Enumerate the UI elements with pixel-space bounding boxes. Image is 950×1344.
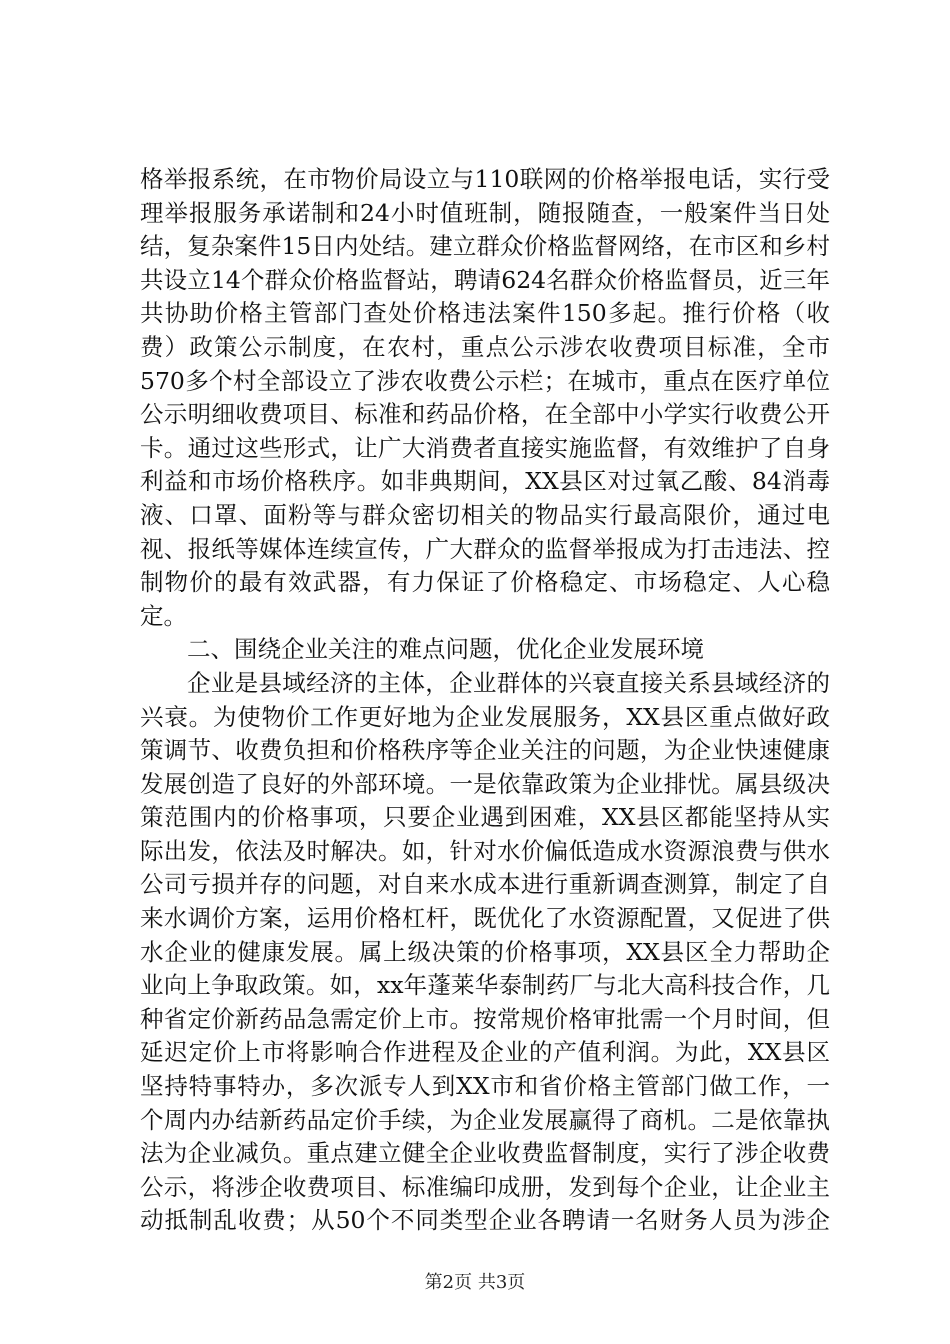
paragraph-enterprise-environment: 企业是县域经济的主体，企业群体的兴衰直接关系县域经济的兴衰。为使物价工作更好地为企业发展服务，XX县区重点做好政策调节、收费负担和价格秩序等企业关注的问题，为企业快速健康发展创造了良好的外部环境。一是依靠政策为企业排忧。属县级决策范围内的价格事项，只要企业遇到困难，XX县区都能坚持从实际出发，依法及时解决。如，针对水价偏低造成水资源浪费与供水公司亏损并存的问题，对自来水成本进行重新调查测算，制定了自来水调价方案，运用价格杠杆，既优化了水资源配置，又促进了供水企业的健康发展。属上级决策的价格事项，XX县区全力帮助企业向上争取政策。如，xx年蓬莱华泰制药厂与北大高科技合作，几种省定价新药品急需定价上市。按常规价格审批需一个月时间，但延迟定价上市将影响合作进程及企业的产值利润。为此，XX县区坚持特事特办，多次派专人到XX市和省价格主管部门做工作，一个周内办结新药品定价手续，为企业发展赢得了商机。二是依靠执法为企业减负。重点建立健全企业收费监督制度，实行了涉企收费公示，将涉企收费项目、标准编印成册，发到每个企业，让企业主动抵制乱收费；从50个不同类型企业各聘请一名财务人员为涉企: [140, 668, 830, 1235]
document-body: [140, 163, 830, 1238]
section-heading-enterprise: 二、围绕企业关注的难点问题，优化企业发展环境: [187, 635, 704, 664]
page-number-footer: 第2页 共3页: [424, 1272, 526, 1293]
paragraph-price-reporting: 格举报系统，在市物价局设立与110联网的价格举报电话，实行受理举报服务承诺制和24小时值班制，随报随查，一般案件当日处结，复杂案件15日内处结。建立群众价格监督网络，在市区和乡村共设立14个群众价格监督站，聘请624名群众价格监督员，近三年共协助价格主管部门查处价格违法案件150多起。推行价格（收费）政策公示制度，在农村，重点公示涉农收费项目标准，全市570多个村全部设立了涉农收费公示栏；在城市，重点在医疗单位公示明细收费项目、标准和药品价格，在全部中小学实行收费公开卡。通过这些形式，让广大消费者直接实施监督，有效维护了自身利益和市场价格秩序。如非典期间，XX县区对过氧乙酸、84消毒液、口罩、面粉等与群众密切相关的物品实行最高限价，通过电视、报纸等媒体连续宣传，广大群众的监督举报成为打击违法、控制物价的最有效武器，有力保证了价格稳定、市场稳定、人心稳定。: [140, 165, 830, 630]
